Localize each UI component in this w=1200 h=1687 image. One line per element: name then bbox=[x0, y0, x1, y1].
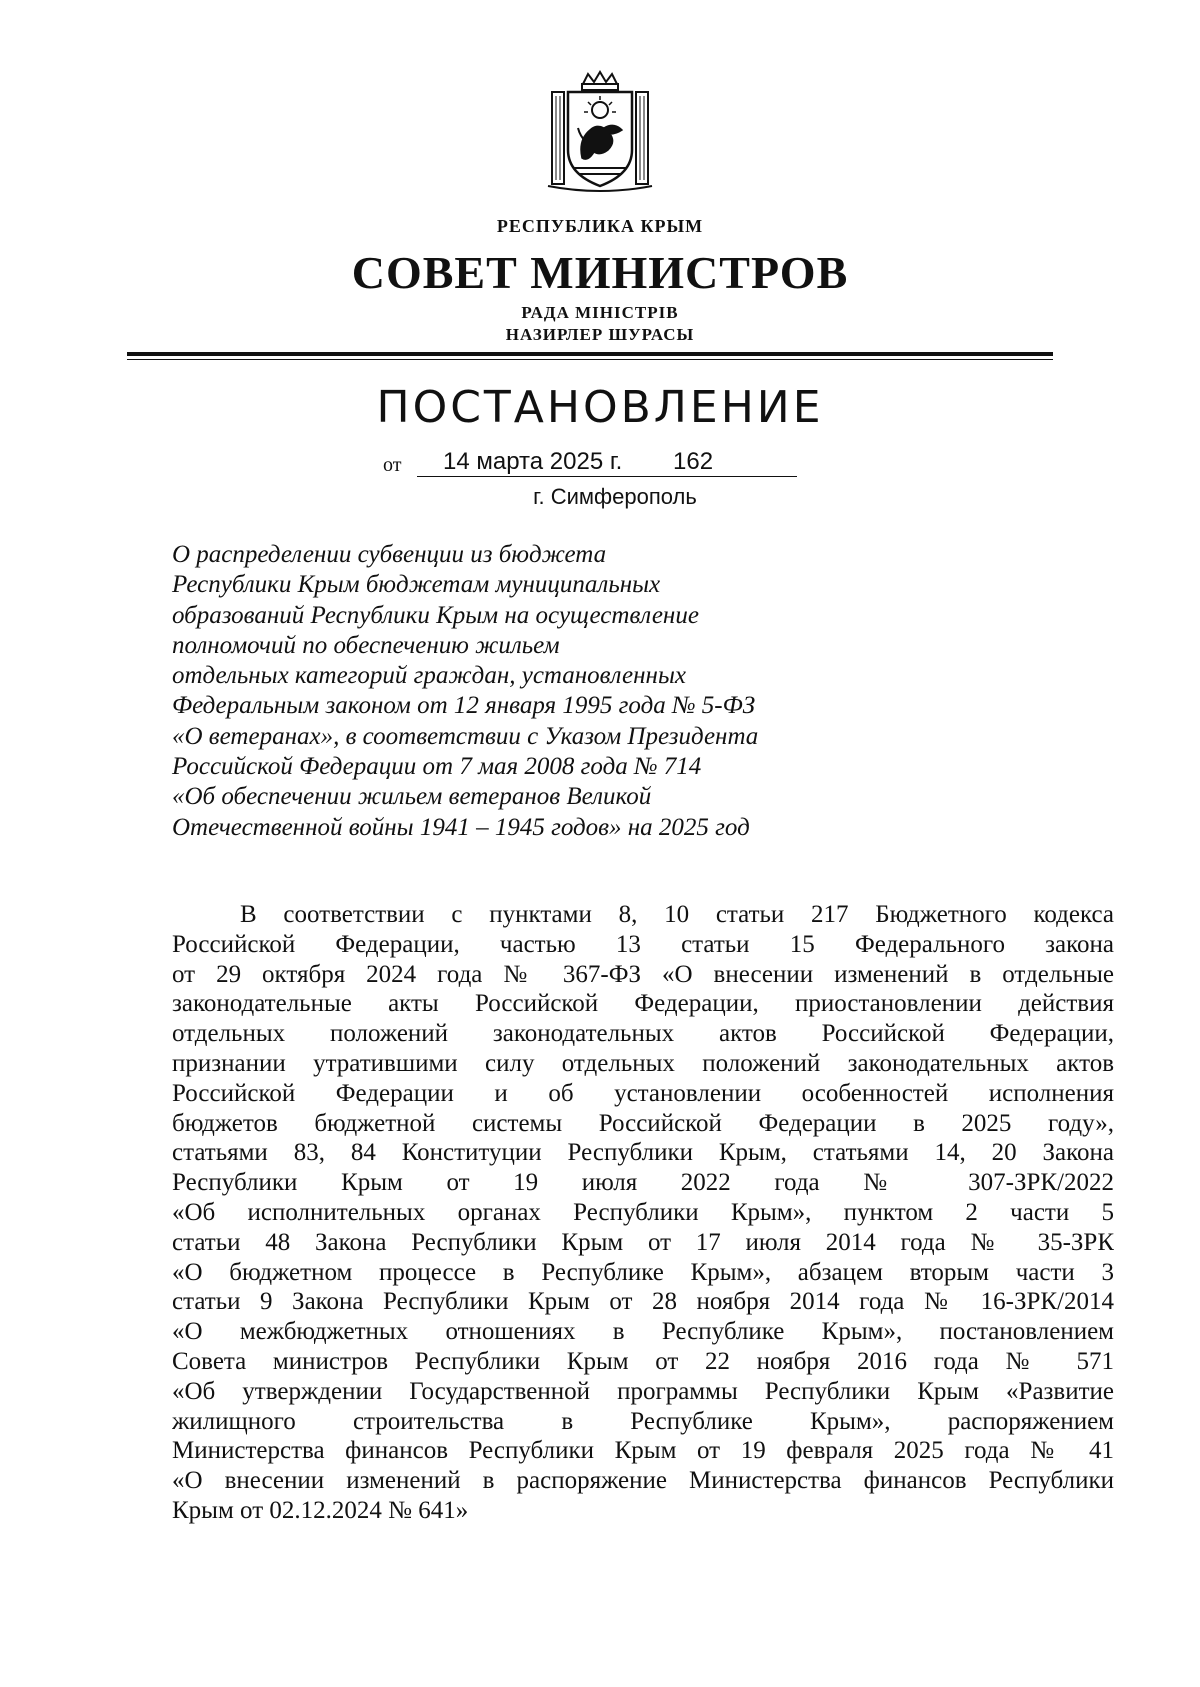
date-underline bbox=[417, 476, 797, 477]
body-line: «О бюджетном процессе в Республике Крым», абзацем вторым части 3 bbox=[172, 1258, 1114, 1286]
title-line: Республики Крым бюджетам муниципальных bbox=[172, 571, 661, 599]
body-line: статьи 48 Закона Республики Крым от 17 июля 2014 года № 35-ЗРК bbox=[172, 1228, 1114, 1256]
council-name: СОВЕТ МИНИСТРОВ bbox=[351, 247, 849, 298]
title-line: Федеральным законом от 12 января 1995 года № 5-ФЗ bbox=[172, 692, 756, 720]
document-type: ПОСТАНОВЛЕНИЕ bbox=[376, 382, 824, 433]
body-line: статьями 83, 84 Конституции Республики Крым, статьями 14, 20 Закона bbox=[172, 1139, 1114, 1167]
body-line: Министерства финансов Республики Крым от 19 февраля 2025 года № 41 bbox=[172, 1437, 1114, 1465]
header-divider-thick bbox=[127, 352, 1053, 356]
body-line: признании утратившими силу отдельных положений законодательных актов bbox=[172, 1049, 1114, 1077]
body-line: Крым от 02.12.2024 № 641» bbox=[172, 1496, 469, 1524]
title-line: «Об обеспечении жильем ветеранов Великой bbox=[172, 783, 652, 811]
body-line: «О межбюджетных отношениях в Республике Крым», постановлением bbox=[172, 1318, 1114, 1346]
title-line: Российской Федерации от 7 мая 2008 года № 714 bbox=[172, 753, 702, 781]
document-city: г. Симферополь bbox=[533, 484, 697, 509]
body-line: жилищного строительства в Республике Крым», распоряжением bbox=[172, 1407, 1114, 1435]
title-line: образований Республики Крым на осуществление bbox=[172, 601, 699, 629]
body-line: отдельных положений законодательных актов Российской Федерации, bbox=[172, 1020, 1114, 1048]
body-line: Российской Федерации, частью 13 статьи 15 Федерального закона bbox=[172, 930, 1114, 958]
body-line: Республики Крым от 19 июля 2022 года № 307-ЗРК/2022 bbox=[172, 1169, 1114, 1197]
body-line: статьи 9 Закона Республики Крым от 28 ноября 2014 года № 16-ЗРК/2014 bbox=[172, 1288, 1114, 1316]
date-prefix: от bbox=[383, 454, 402, 476]
body-line: от 29 октября 2024 года № 367-ФЗ «О внесении изменений в отдельные bbox=[172, 960, 1114, 988]
document-body bbox=[172, 900, 1114, 1526]
document-date: 14 марта 2025 г. bbox=[443, 448, 623, 475]
title-line: отдельных категорий граждан, установленных bbox=[172, 662, 686, 690]
crimea-coat-of-arms-icon bbox=[538, 70, 662, 194]
body-line: законодательные акты Российской Федерации, приостановлении действия bbox=[172, 990, 1114, 1018]
body-line: В соответствии с пунктами 8, 10 статьи 217 Бюджетного кодекса bbox=[240, 901, 1114, 928]
body-line: «О внесении изменений в распоряжение Министерства финансов Республики bbox=[172, 1467, 1114, 1495]
council-name-ukrainian: РАДА МІНІСТРІВ bbox=[521, 303, 679, 322]
body-line: «Об утверждении Государственной программы Республики Крым «Развитие bbox=[172, 1377, 1114, 1405]
body-line: бюджетов бюджетной системы Российской Федерации в 2025 году», bbox=[172, 1109, 1114, 1137]
title-line: «О ветеранах», в соответствии с Указом Президента bbox=[172, 722, 759, 750]
body-line: «Об исполнительных органах Республики Крым», пунктом 2 части 5 bbox=[172, 1198, 1114, 1226]
body-line: Совета министров Республики Крым от 22 ноября 2016 года № 571 bbox=[172, 1347, 1114, 1375]
title-line: О распределении субвенции из бюджета bbox=[172, 541, 607, 568]
body-line: Российской Федерации и об установлении особенностей исполнения bbox=[172, 1079, 1114, 1107]
council-name-crimean-tatar: НАЗИРЛЕР ШУРАСЫ bbox=[505, 325, 695, 344]
title-line: полномочий по обеспечению жильем bbox=[172, 631, 560, 659]
header-divider-thin bbox=[127, 359, 1053, 360]
date-number-line bbox=[383, 448, 813, 478]
republic-name: РЕСПУБЛИКА КРЫМ bbox=[496, 216, 704, 236]
document-title bbox=[172, 540, 872, 843]
document-number: 162 bbox=[673, 448, 714, 475]
title-line: Отечественной войны 1941 – 1945 годов» на 2025 год bbox=[172, 813, 750, 841]
